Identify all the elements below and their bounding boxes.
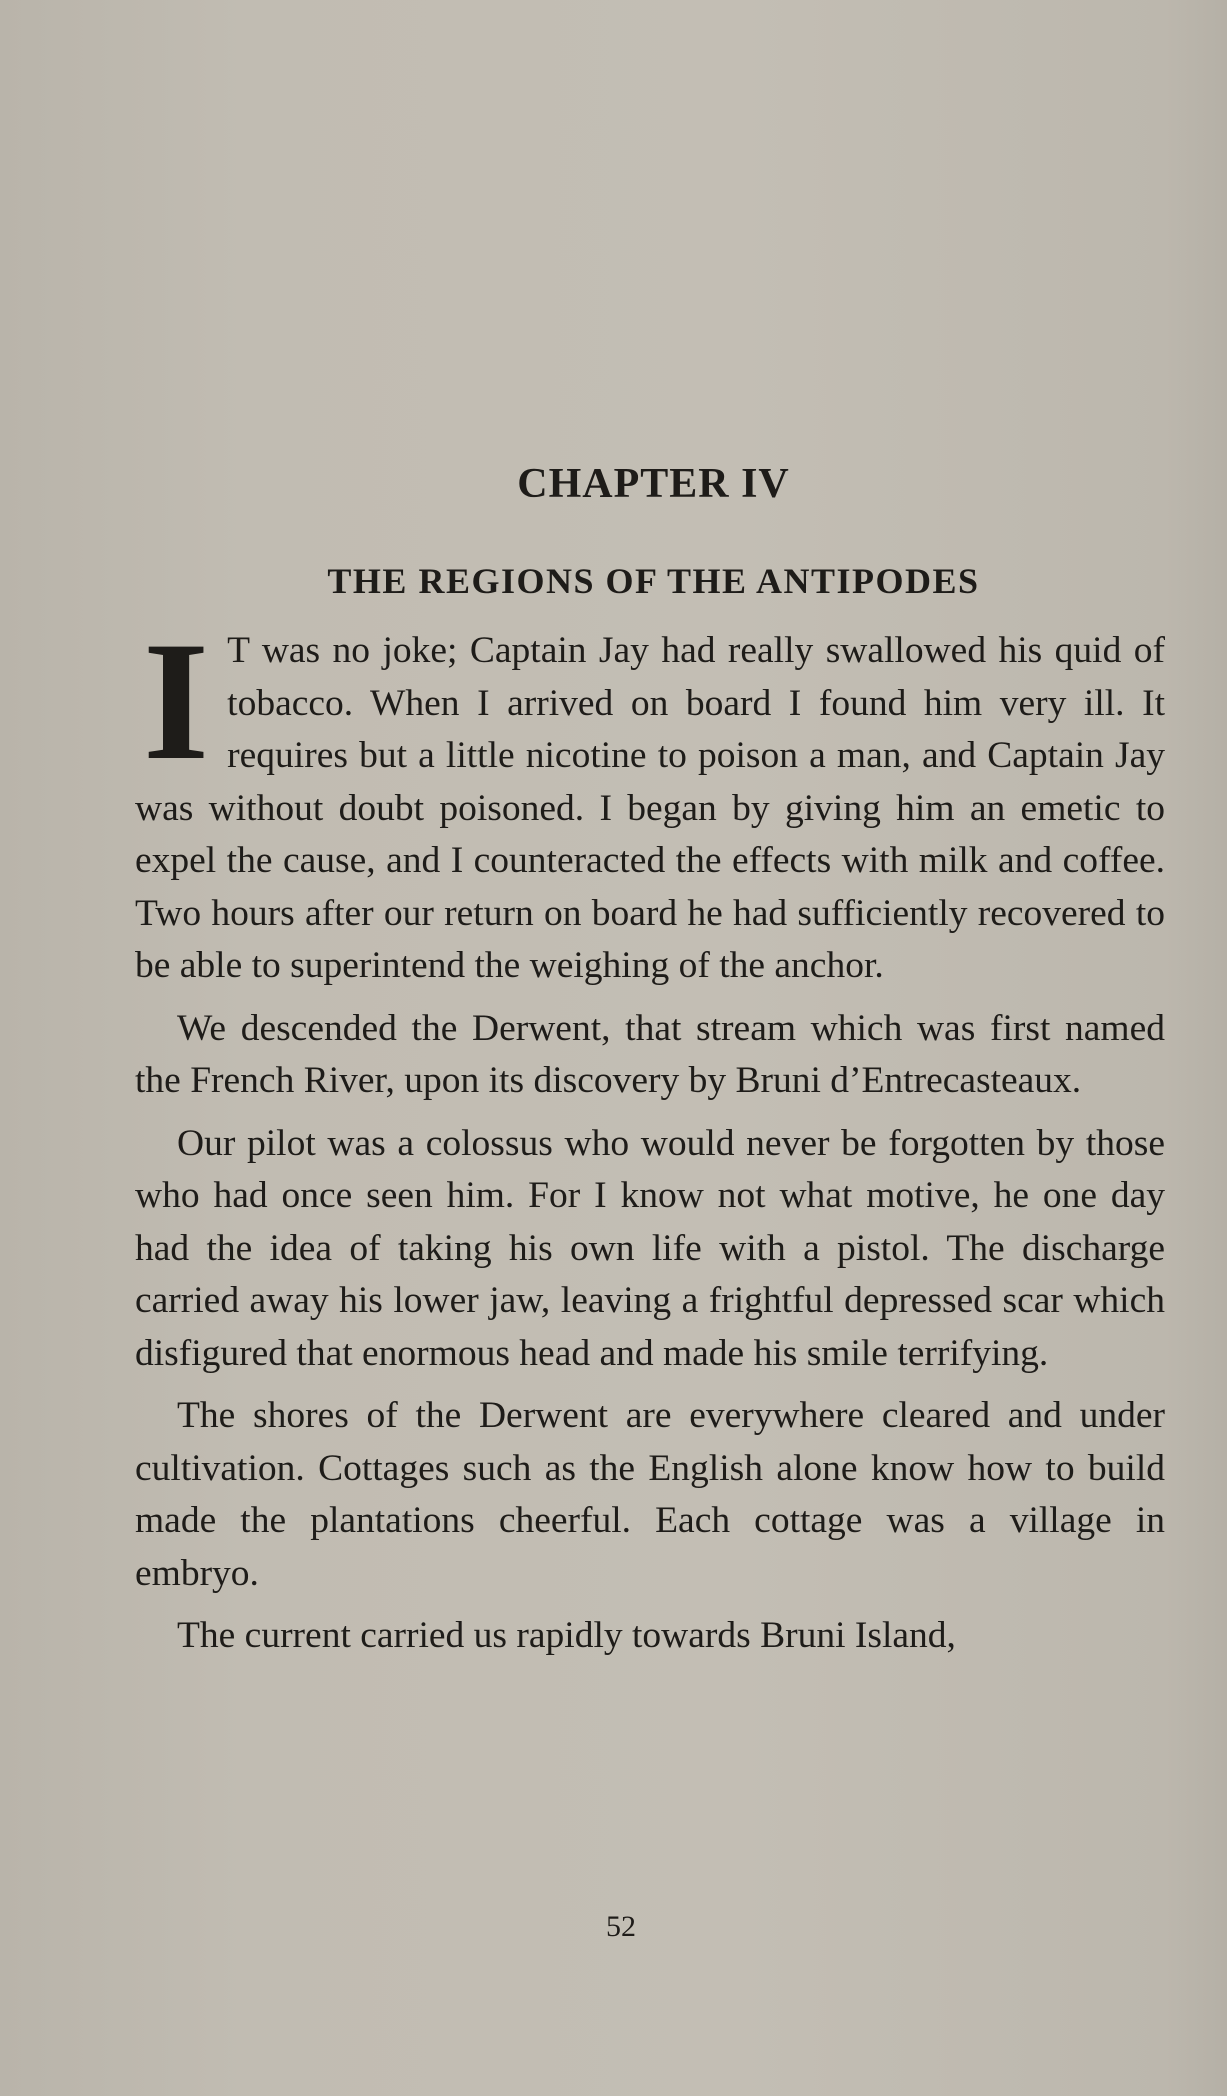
paragraph-3: Our pilot was a colossus who would never be forgotten by those who had once seen him. For I know not what motive, he one day had the idea of taking his own life with a pistol. The discharge carried away his lower jaw, leaving a frightful depressed scar which disfigured that enormous head and made his smile terrifying.: [135, 1122, 1165, 1374]
paragraph-4: The shores of the Derwent are everywhere cleared and under cultivation. Cottages such as the English alone know how to build made the plantations cheerful. Each cottage was a village in embryo.: [135, 1395, 1165, 1594]
body-text: [135, 607, 1165, 1663]
paragraph-2: We descended the Derwent, that stream which was first named the French River, upon its discovery by Bruni d’Entrecasteaux.: [135, 1007, 1165, 1101]
page-number: 52: [606, 1910, 636, 1943]
drop-cap: I: [143, 607, 210, 795]
paragraph-5: The current carried us rapidly towards Bruni Island,: [177, 1615, 956, 1656]
paragraph-1: [135, 607, 1165, 993]
paragraph-1-text: T was no joke; Captain Jay had really swallowed his quid of tobacco. When I arrived on board I found him very ill. It requires but a little nicotine to poison a man, and Captain Jay was without doubt poisoned. I began by giving him an emetic to expel the cause, and I counteracted the effects with milk and coffee. Two hours after our return on board he had sufficiently recovered to be able to superintend the weighing of the anchor.: [135, 630, 1165, 986]
chapter-title: THE REGIONS OF THE ANTIPODES: [327, 560, 980, 601]
chapter-heading: CHAPTER IV: [517, 461, 790, 508]
